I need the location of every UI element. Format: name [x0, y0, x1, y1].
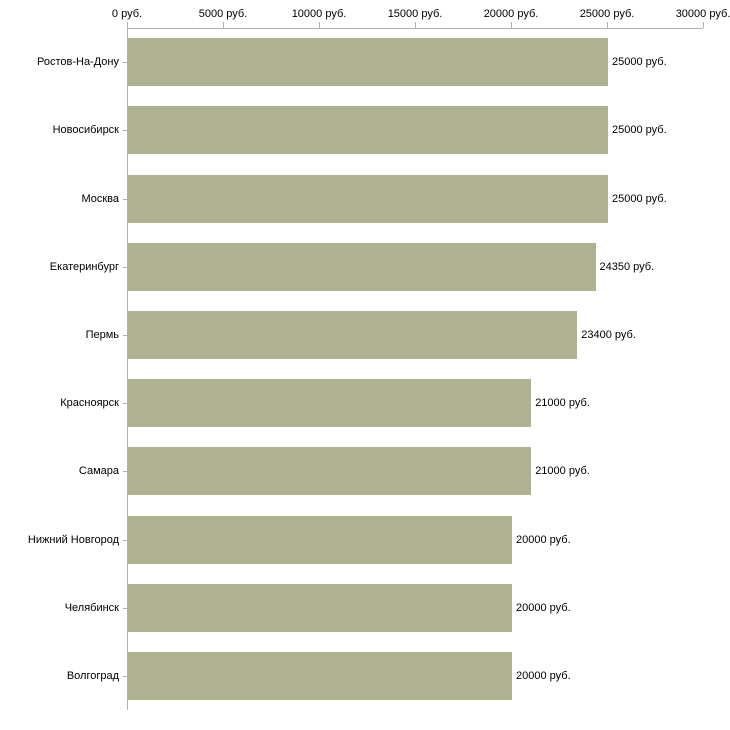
x-tick-mark — [703, 22, 704, 28]
x-tick-mark — [607, 22, 608, 28]
x-tick-label: 25000 руб. — [579, 8, 635, 20]
bar[interactable] — [128, 584, 512, 632]
bar-value-label: 25000 руб. — [612, 192, 667, 205]
bar-value-label: 20000 руб. — [516, 533, 571, 546]
bar-value-label: 23400 руб. — [581, 328, 636, 341]
category-label: Пермь — [85, 328, 119, 341]
x-tick-mark — [223, 22, 224, 28]
category-label: Волгоград — [66, 669, 119, 682]
bar[interactable] — [128, 652, 512, 700]
bar[interactable] — [128, 243, 596, 291]
x-tick-label: 20000 руб. — [483, 8, 539, 20]
x-tick-label: 15000 руб. — [387, 8, 443, 20]
x-axis-line — [127, 28, 703, 29]
bar-value-label: 24350 руб. — [599, 260, 655, 273]
bar[interactable] — [128, 311, 577, 359]
category-label: Москва — [81, 192, 119, 205]
bar-value-label: 20000 руб. — [516, 669, 571, 682]
category-label: Красноярск — [60, 397, 119, 410]
bar-value-label: 20000 руб. — [516, 601, 571, 614]
x-tick-label: 5000 руб. — [198, 8, 248, 20]
category-label: Новосибирск — [52, 124, 119, 137]
bar[interactable] — [128, 379, 531, 427]
bar-value-label: 25000 руб. — [612, 124, 667, 137]
bar[interactable] — [128, 38, 608, 86]
x-tick-label: 30000 руб. — [675, 8, 730, 20]
category-label: Челябинск — [64, 601, 119, 614]
x-tick-mark — [319, 22, 320, 28]
bar-value-label: 21000 руб. — [535, 465, 590, 478]
bar[interactable] — [128, 106, 608, 154]
bar-value-label: 25000 руб. — [612, 56, 667, 69]
x-tick-mark — [511, 22, 512, 28]
x-tick-label: 0 руб. — [111, 8, 143, 20]
x-tick-mark — [127, 22, 128, 28]
bar[interactable] — [128, 175, 608, 223]
bar[interactable] — [128, 516, 512, 564]
category-label: Самара — [78, 465, 119, 478]
bar-value-label: 21000 руб. — [535, 397, 590, 410]
category-label: Ростов-На-Дону — [36, 56, 119, 69]
x-tick-mark — [415, 22, 416, 28]
bar[interactable] — [128, 447, 531, 495]
category-label: Екатеринбург — [49, 260, 119, 273]
x-tick-label: 10000 руб. — [291, 8, 347, 20]
category-label: Нижний Новгород — [27, 533, 119, 546]
